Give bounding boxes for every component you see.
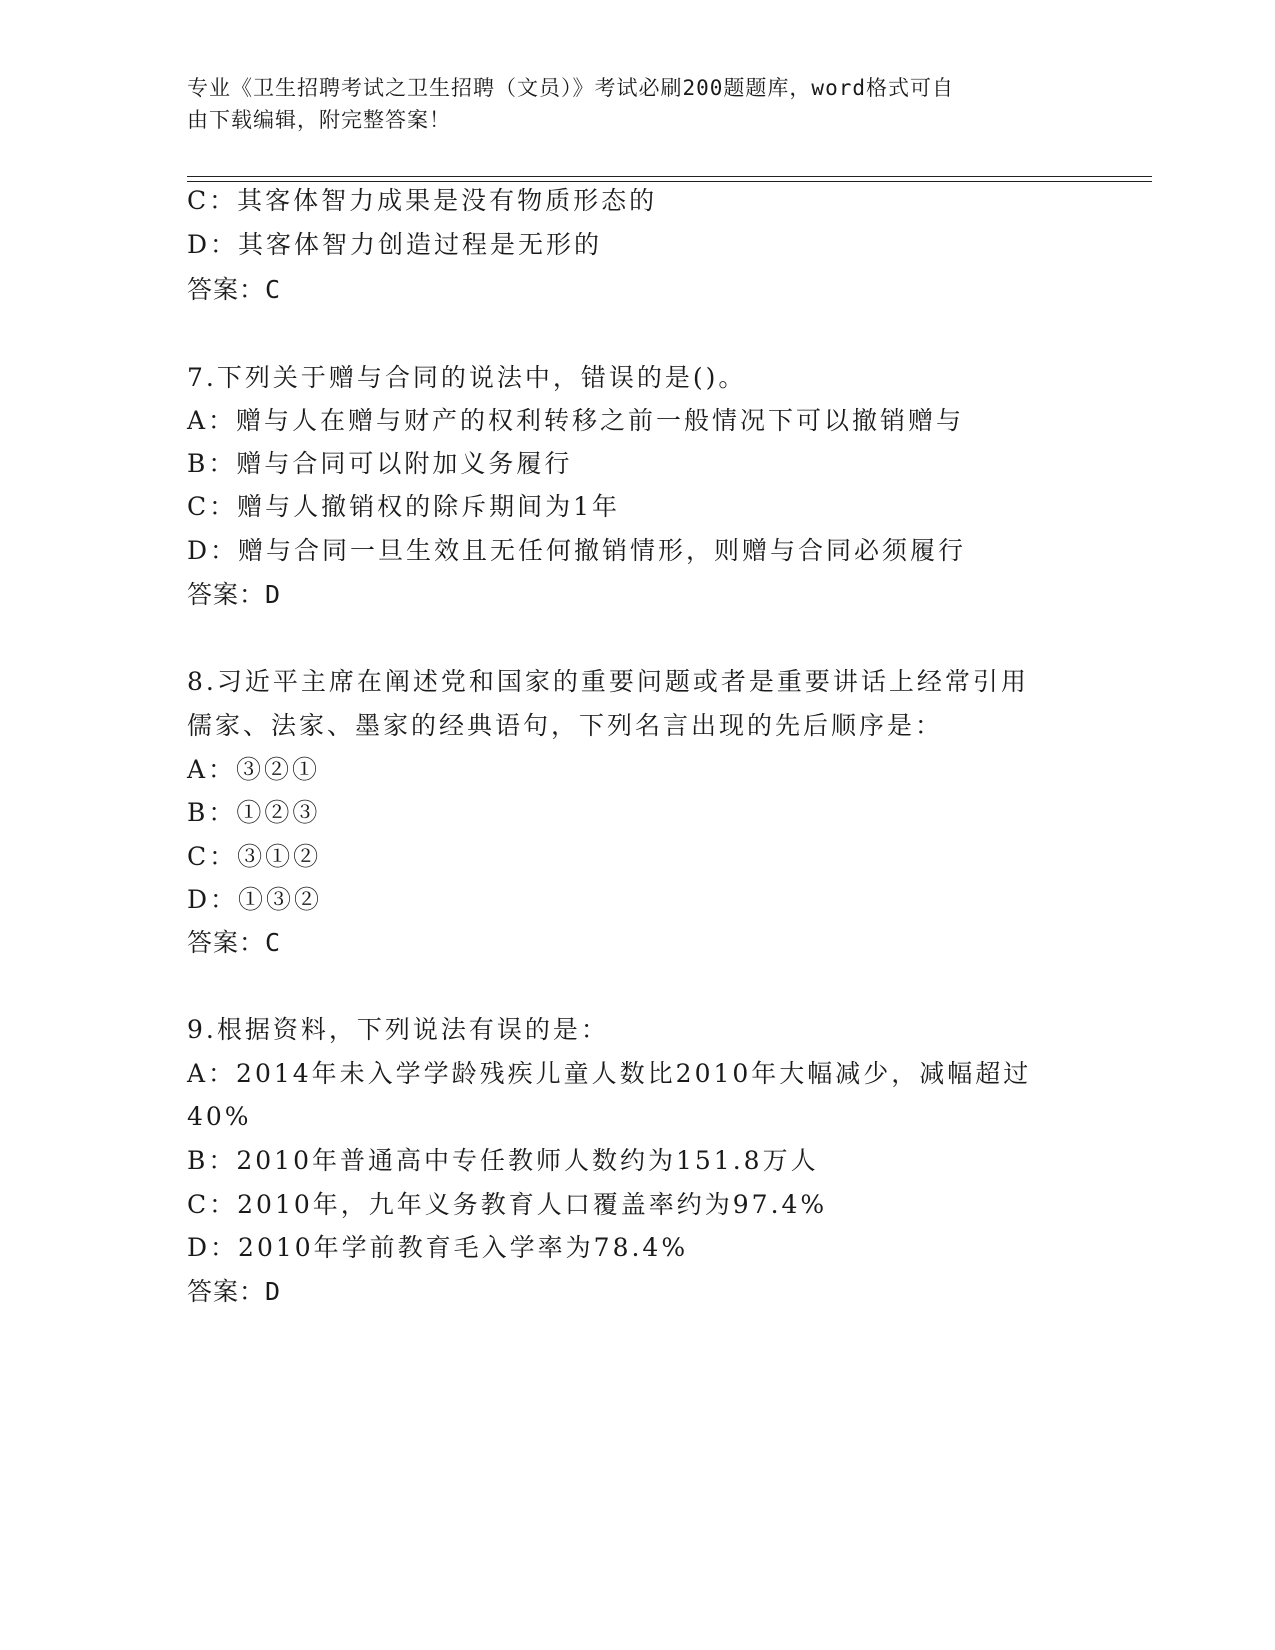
question-9: 9.根据资料，下列说法有误的是： xyxy=(187,1015,609,1044)
option-c-q6: C：其客体智力成果是没有物质形态的 xyxy=(187,186,658,215)
document-header xyxy=(187,72,1067,136)
option-c-q9: C：2010年，九年义务教育人口覆盖率约为97.4% xyxy=(187,1190,828,1219)
option-d-q6: D：其客体智力创造过程是无形的 xyxy=(187,230,603,259)
option-a-q7: A：赠与人在赠与财产的权利转移之前一般情况下可以撤销赠与 xyxy=(187,406,965,435)
answer-q7: 答案：D xyxy=(187,580,282,609)
option-c-q8: C：③①② xyxy=(187,842,322,871)
answer-q8: 答案：C xyxy=(187,928,282,957)
header-divider-top xyxy=(187,176,1152,177)
question-7: 7.下列关于赠与合同的说法中，错误的是()。 xyxy=(187,363,747,392)
header-divider-bottom xyxy=(187,181,1152,182)
option-c-q7: C：赠与人撤销权的除斥期间为1年 xyxy=(187,492,621,521)
answer-q9: 答案：D xyxy=(187,1277,282,1306)
option-a-q9-line-2: 40% xyxy=(187,1102,252,1131)
option-a-q9-line-1: A：2014年未入学学龄残疾儿童人数比2010年大幅减少，减幅超过 xyxy=(187,1059,1032,1088)
option-b-q8: B：①②③ xyxy=(187,798,321,827)
question-8-line-1: 8.习近平主席在阐述党和国家的重要问题或者是重要讲话上经常引用 xyxy=(187,667,1029,696)
option-b-q7: B：赠与合同可以附加义务履行 xyxy=(187,449,573,478)
option-d-q8: D：①③② xyxy=(187,885,323,914)
header-line-2: 由下载编辑，附完整答案！ xyxy=(187,108,451,132)
option-d-q9: D：2010年学前教育毛入学率为78.4% xyxy=(187,1233,689,1262)
answer-q6: 答案：C xyxy=(187,275,282,304)
option-a-q8: A：③②① xyxy=(187,755,321,784)
header-line-1: 专业《卫生招聘考试之卫生招聘（文员）》考试必刷200题题库，word格式可自 xyxy=(187,76,954,100)
option-b-q9: B：2010年普通高中专任教师人数约为151.8万人 xyxy=(187,1146,819,1175)
question-8-line-2: 儒家、法家、墨家的经典语句，下列名言出现的先后顺序是： xyxy=(187,711,944,740)
option-d-q7: D：赠与合同一旦生效且无任何撤销情形，则赠与合同必须履行 xyxy=(187,536,967,565)
